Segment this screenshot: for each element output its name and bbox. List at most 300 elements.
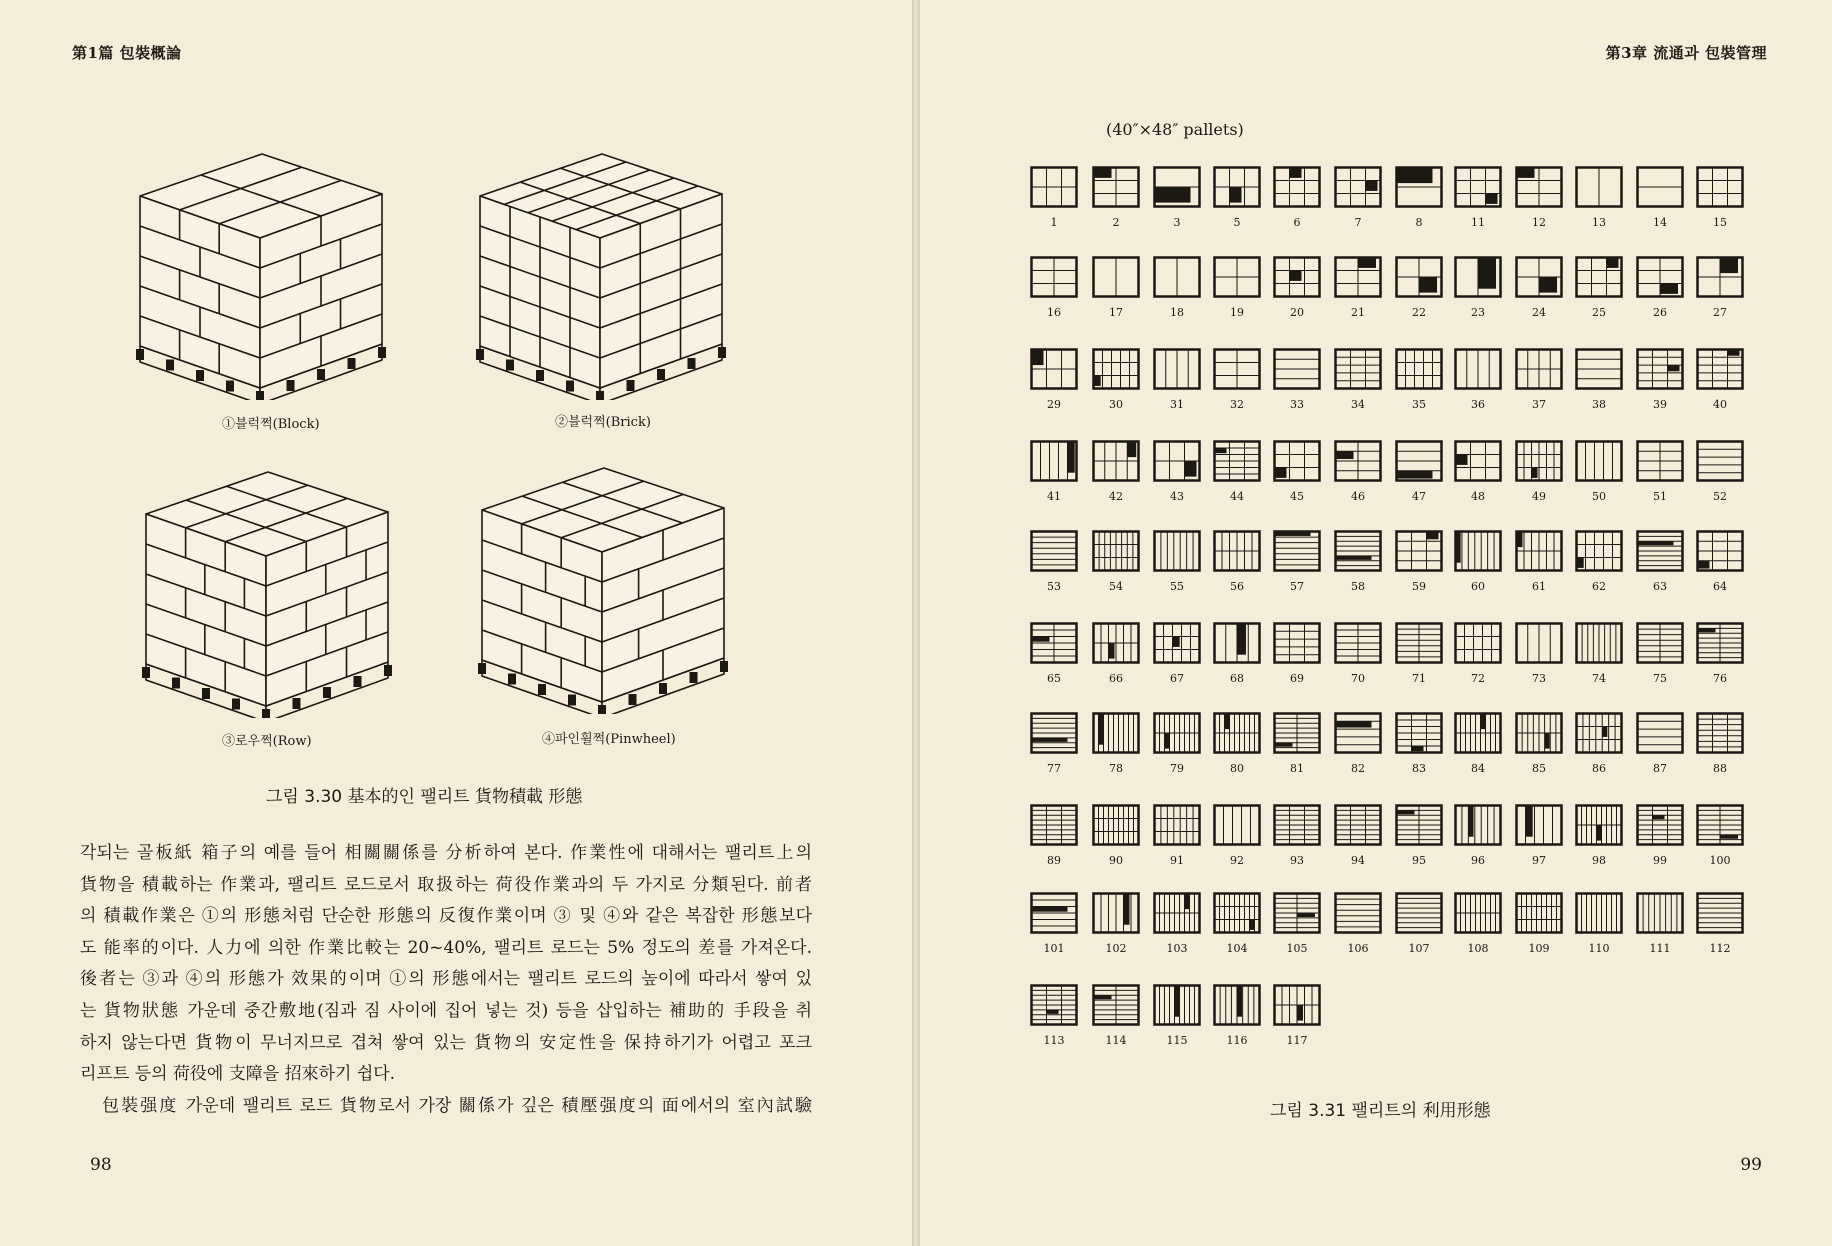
- pallet-pattern: [1334, 166, 1390, 229]
- stack-illustration-block: [130, 138, 410, 400]
- pallet-pattern: [1334, 256, 1390, 319]
- pattern-number: 8: [1415, 216, 1423, 229]
- pallet-pattern-diagram: [1696, 712, 1744, 754]
- pattern-number: 47: [1412, 490, 1426, 503]
- pallet-pattern-diagram: [1575, 348, 1623, 390]
- pallet-pattern-diagram: [1092, 892, 1140, 934]
- pattern-number: 56: [1230, 580, 1244, 593]
- pallet-pattern-diagram: [1515, 804, 1563, 846]
- pattern-number: 96: [1471, 854, 1485, 867]
- pallet-pattern: [1575, 166, 1631, 229]
- pallet-pattern-diagram: [1273, 892, 1321, 934]
- right-page: [920, 0, 1832, 1246]
- pattern-number: 50: [1592, 490, 1606, 503]
- pallet-pattern-diagram: [1213, 892, 1261, 934]
- pattern-number: 40: [1713, 398, 1727, 411]
- pattern-number: 87: [1653, 762, 1667, 775]
- pallet-pattern-diagram: [1454, 440, 1502, 482]
- pallet-pattern-diagram: [1696, 804, 1744, 846]
- pallet-pattern-diagram: [1395, 712, 1443, 754]
- text-line: 리프트 등의 荷役에 支障을 招來하기 쉽다.: [80, 1064, 396, 1085]
- pallet-pattern-diagram: [1213, 984, 1261, 1026]
- pallet-pattern-diagram: [1030, 804, 1078, 846]
- pattern-number: 116: [1226, 1034, 1248, 1047]
- pallet-pattern: [1636, 530, 1692, 593]
- pallet-pattern: [1030, 166, 1086, 229]
- pattern-number: 74: [1592, 672, 1606, 685]
- pallet-pattern: [1273, 622, 1329, 685]
- pattern-number: 108: [1467, 942, 1489, 955]
- pallet-pattern: [1636, 892, 1692, 955]
- pallet-pattern: [1696, 166, 1752, 229]
- pallet-pattern: [1454, 530, 1510, 593]
- pattern-number: 57: [1290, 580, 1304, 593]
- pattern-number: 65: [1047, 672, 1061, 685]
- pallet-pattern-diagram: [1030, 256, 1078, 298]
- page-number: 99: [1740, 1155, 1762, 1175]
- pattern-number: 1: [1050, 216, 1058, 229]
- pallet-pattern-diagram: [1273, 348, 1321, 390]
- pallet-pattern: [1213, 984, 1269, 1047]
- pallet-pattern: [1515, 256, 1571, 319]
- pattern-number: 33: [1290, 398, 1304, 411]
- pallet-pattern: [1575, 530, 1631, 593]
- pattern-number: 67: [1170, 672, 1184, 685]
- pallet-pattern: [1575, 804, 1631, 867]
- pallet-pattern: [1153, 892, 1209, 955]
- pallet-pattern: [1395, 530, 1451, 593]
- pallet-pattern-diagram: [1395, 804, 1443, 846]
- pallet-pattern: [1092, 256, 1148, 319]
- pallet-pattern-diagram: [1213, 712, 1261, 754]
- pallet-pattern: [1092, 440, 1148, 503]
- pallet-pattern: [1636, 166, 1692, 229]
- pallet-pattern: [1030, 530, 1086, 593]
- pattern-number: 95: [1412, 854, 1426, 867]
- pallet-pattern-diagram: [1454, 530, 1502, 572]
- pattern-number: 82: [1351, 762, 1365, 775]
- pallet-pattern-diagram: [1454, 348, 1502, 390]
- pallet-pattern: [1515, 166, 1571, 229]
- pallet-pattern-diagram: [1273, 166, 1321, 208]
- pallet-pattern-diagram: [1454, 622, 1502, 664]
- pallet-pattern-diagram: [1153, 166, 1201, 208]
- pattern-number: 29: [1047, 398, 1061, 411]
- pallet-pattern: [1575, 348, 1631, 411]
- pallet-pattern-diagram: [1213, 256, 1261, 298]
- pallet-pattern-diagram: [1092, 622, 1140, 664]
- pallet-pattern: [1575, 256, 1631, 319]
- pallet-pattern: [1092, 348, 1148, 411]
- pattern-number: 109: [1528, 942, 1550, 955]
- pallet-pattern-diagram: [1395, 166, 1443, 208]
- pattern-number: 31: [1170, 398, 1184, 411]
- pallet-pattern-diagram: [1454, 166, 1502, 208]
- pallet-pattern-diagram: [1515, 348, 1563, 390]
- figure-caption-3-30: 그림 3.30 基本的인 팰리트 貨物積載 形態: [266, 787, 583, 807]
- pallet-pattern-diagram: [1153, 712, 1201, 754]
- pallet-pattern: [1334, 348, 1390, 411]
- running-head: 第1篇 包裝概論: [72, 44, 182, 62]
- pallet-pattern-diagram: [1273, 440, 1321, 482]
- pattern-number: 72: [1471, 672, 1485, 685]
- pattern-number: 84: [1471, 762, 1485, 775]
- pallet-pattern-diagram: [1636, 166, 1684, 208]
- pattern-number: 59: [1412, 580, 1426, 593]
- pattern-number: 26: [1653, 306, 1667, 319]
- pattern-number: 78: [1109, 762, 1123, 775]
- pallet-pattern: [1273, 984, 1329, 1047]
- stack-caption-brick: ②블럭쩍(Brick): [555, 415, 651, 430]
- pattern-number: 18: [1170, 306, 1184, 319]
- pattern-number: 24: [1532, 306, 1546, 319]
- pallet-pattern: [1030, 348, 1086, 411]
- pallet-pattern: [1092, 892, 1148, 955]
- pattern-number: 69: [1290, 672, 1304, 685]
- pallet-pattern-diagram: [1515, 712, 1563, 754]
- pattern-number: 34: [1351, 398, 1365, 411]
- pattern-number: 52: [1713, 490, 1727, 503]
- pallet-pattern: [1334, 530, 1390, 593]
- pallet-pattern-diagram: [1636, 530, 1684, 572]
- pallet-pattern: [1636, 622, 1692, 685]
- pattern-number: 102: [1105, 942, 1127, 955]
- pallet-pattern-diagram: [1575, 712, 1623, 754]
- pattern-number: 32: [1230, 398, 1244, 411]
- stack-caption-block: ①블럭쩍(Block): [222, 417, 320, 432]
- pallet-pattern: [1213, 348, 1269, 411]
- pallet-pattern: [1030, 712, 1086, 775]
- pattern-number: 62: [1592, 580, 1606, 593]
- pallet-pattern-diagram: [1696, 348, 1744, 390]
- pallet-pattern: [1153, 166, 1209, 229]
- text-line: 는 貨物狀態 가운데 중간敷地(짐과 짐 사이에 집어 넣는 것) 등을 삽입하는 補助的 手段을 취: [80, 1000, 812, 1021]
- pallet-pattern-diagram: [1092, 256, 1140, 298]
- pallet-pattern-diagram: [1030, 712, 1078, 754]
- pattern-number: 80: [1230, 762, 1244, 775]
- pallet-pattern: [1092, 804, 1148, 867]
- pallet-pattern: [1092, 166, 1148, 229]
- pallet-pattern-diagram: [1213, 530, 1261, 572]
- pallet-pattern-diagram: [1153, 530, 1201, 572]
- pallet-pattern: [1636, 348, 1692, 411]
- stack-caption-row: ③로우쩍(Row): [222, 734, 312, 749]
- pallet-pattern: [1515, 440, 1571, 503]
- pallet-pattern: [1273, 256, 1329, 319]
- pallet-pattern: [1334, 892, 1390, 955]
- stack-caption-pinwheel: ④파인휠쩍(Pinwheel): [542, 732, 676, 747]
- pallet-pattern-diagram: [1273, 256, 1321, 298]
- pallet-pattern-diagram: [1575, 804, 1623, 846]
- pattern-number: 58: [1351, 580, 1365, 593]
- pallet-pattern: [1395, 256, 1451, 319]
- pallet-pattern: [1515, 348, 1571, 411]
- pallet-pattern: [1030, 622, 1086, 685]
- pattern-number: 14: [1653, 216, 1667, 229]
- pallet-pattern: [1575, 712, 1631, 775]
- pallet-pattern-diagram: [1515, 256, 1563, 298]
- pallet-pattern-diagram: [1696, 256, 1744, 298]
- pallet-pattern-diagram: [1334, 256, 1382, 298]
- pallet-pattern-diagram: [1395, 622, 1443, 664]
- pattern-number: 38: [1592, 398, 1606, 411]
- pallet-pattern-diagram: [1334, 348, 1382, 390]
- pallet-pattern-diagram: [1092, 984, 1140, 1026]
- pallet-pattern: [1334, 622, 1390, 685]
- pattern-number: 54: [1109, 580, 1123, 593]
- page-number: 98: [90, 1155, 112, 1175]
- pallet-pattern-diagram: [1030, 622, 1078, 664]
- pattern-number: 25: [1592, 306, 1606, 319]
- pallet-pattern: [1153, 984, 1209, 1047]
- pallet-pattern-diagram: [1273, 530, 1321, 572]
- pallet-pattern: [1153, 804, 1209, 867]
- pallet-pattern: [1636, 712, 1692, 775]
- pattern-number: 92: [1230, 854, 1244, 867]
- pallet-pattern: [1153, 348, 1209, 411]
- pallet-pattern-diagram: [1030, 530, 1078, 572]
- pallet-pattern: [1213, 166, 1269, 229]
- running-head: 第3章 流通과 包裝管理: [1605, 44, 1767, 62]
- pattern-number: 23: [1471, 306, 1485, 319]
- pattern-number: 107: [1408, 942, 1430, 955]
- pallet-size-note: (40″×48″ pallets): [1106, 120, 1244, 139]
- pattern-number: 44: [1230, 490, 1244, 503]
- pallet-pattern: [1696, 622, 1752, 685]
- pallet-pattern: [1092, 530, 1148, 593]
- pallet-pattern: [1636, 440, 1692, 503]
- pallet-pattern: [1092, 712, 1148, 775]
- pallet-pattern: [1454, 712, 1510, 775]
- pattern-number: 43: [1170, 490, 1184, 503]
- pallet-pattern: [1213, 804, 1269, 867]
- pattern-number: 85: [1532, 762, 1546, 775]
- pallet-pattern-diagram: [1030, 166, 1078, 208]
- stack-illustration-row: [136, 456, 416, 718]
- pallet-pattern: [1213, 622, 1269, 685]
- pallet-pattern-diagram: [1454, 804, 1502, 846]
- pallet-pattern-diagram: [1636, 440, 1684, 482]
- text-line: 도 能率的이다. 人力에 의한 作業比較는 20~40%, 팰리트 로드는 5% 정도의 差를 가져온다.: [80, 937, 812, 958]
- pallet-pattern: [1273, 348, 1329, 411]
- pallet-pattern-diagram: [1575, 622, 1623, 664]
- pattern-number: 20: [1290, 306, 1304, 319]
- pallet-pattern-diagram: [1575, 166, 1623, 208]
- pattern-number: 117: [1286, 1034, 1308, 1047]
- pallet-pattern-diagram: [1092, 712, 1140, 754]
- text-line: 각되는 골板紙 箱子의 예를 들어 相關關係를 分析하여 본다. 作業性에 대해서는 팰리트上의: [80, 843, 812, 863]
- pattern-number: 94: [1351, 854, 1365, 867]
- pallet-pattern: [1515, 804, 1571, 867]
- pallet-pattern: [1696, 530, 1752, 593]
- pallet-pattern-diagram: [1213, 348, 1261, 390]
- pattern-number: 64: [1713, 580, 1727, 593]
- pattern-number: 45: [1290, 490, 1304, 503]
- pallet-pattern: [1153, 530, 1209, 593]
- pallet-pattern-diagram: [1092, 166, 1140, 208]
- pattern-number: 115: [1166, 1034, 1188, 1047]
- pallet-pattern: [1395, 440, 1451, 503]
- pattern-number: 71: [1412, 672, 1426, 685]
- pallet-pattern: [1395, 892, 1451, 955]
- pallet-pattern: [1696, 804, 1752, 867]
- pattern-number: 77: [1047, 762, 1061, 775]
- pattern-number: 60: [1471, 580, 1485, 593]
- pallet-pattern-diagram: [1636, 348, 1684, 390]
- pallet-pattern-diagram: [1515, 530, 1563, 572]
- pallet-pattern-diagram: [1092, 530, 1140, 572]
- pattern-number: 90: [1109, 854, 1123, 867]
- pattern-number: 46: [1351, 490, 1365, 503]
- pallet-pattern: [1334, 440, 1390, 503]
- pattern-number: 12: [1532, 216, 1546, 229]
- pallet-pattern: [1454, 166, 1510, 229]
- pallet-pattern-diagram: [1092, 348, 1140, 390]
- pallet-pattern-diagram: [1515, 166, 1563, 208]
- pattern-number: 37: [1532, 398, 1546, 411]
- pallet-pattern: [1092, 984, 1148, 1047]
- pallet-pattern: [1092, 622, 1148, 685]
- pallet-pattern-diagram: [1334, 804, 1382, 846]
- pallet-pattern: [1395, 712, 1451, 775]
- pallet-pattern: [1395, 348, 1451, 411]
- pallet-pattern: [1454, 804, 1510, 867]
- pallet-pattern-diagram: [1696, 440, 1744, 482]
- pallet-pattern-diagram: [1273, 804, 1321, 846]
- pallet-pattern-diagram: [1636, 622, 1684, 664]
- pattern-number: 48: [1471, 490, 1485, 503]
- pattern-number: 75: [1653, 672, 1667, 685]
- pattern-number: 86: [1592, 762, 1606, 775]
- pallet-pattern-diagram: [1153, 984, 1201, 1026]
- pattern-number: 88: [1713, 762, 1727, 775]
- pattern-number: 36: [1471, 398, 1485, 411]
- pattern-number: 101: [1043, 942, 1065, 955]
- pallet-pattern-diagram: [1696, 166, 1744, 208]
- pattern-number: 19: [1230, 306, 1244, 319]
- text-line: 하지 않는다면 貨物이 무너지므로 겹쳐 쌓여 있는 貨物의 安定性을 保持하기가 어렵고 포크: [80, 1032, 812, 1053]
- figure-caption-3-31: 그림 3.31 팰리트의 利用形態: [1270, 1101, 1491, 1121]
- pattern-number: 104: [1226, 942, 1248, 955]
- pattern-number: 91: [1170, 854, 1184, 867]
- pallet-pattern-diagram: [1213, 440, 1261, 482]
- pallet-pattern-diagram: [1213, 622, 1261, 664]
- pattern-number: 99: [1653, 854, 1667, 867]
- pallet-pattern-diagram: [1454, 712, 1502, 754]
- pattern-number: 51: [1653, 490, 1667, 503]
- pallet-pattern-diagram: [1575, 440, 1623, 482]
- pattern-number: 11: [1471, 216, 1485, 229]
- pallet-pattern: [1395, 622, 1451, 685]
- text-line: 後者는 ③과 ④의 形態가 效果的이며 ①의 形態에서는 팰리트 로드의 높이에 따라서 쌓여 있: [80, 969, 812, 990]
- pattern-number: 16: [1047, 306, 1061, 319]
- pattern-number: 103: [1166, 942, 1188, 955]
- pattern-number: 100: [1709, 854, 1731, 867]
- pattern-number: 76: [1713, 672, 1727, 685]
- pallet-pattern: [1696, 440, 1752, 503]
- pallet-pattern: [1273, 440, 1329, 503]
- pallet-pattern-diagram: [1395, 348, 1443, 390]
- pallet-pattern-diagram: [1696, 622, 1744, 664]
- pallet-pattern: [1636, 804, 1692, 867]
- pallet-pattern: [1273, 530, 1329, 593]
- pallet-pattern: [1273, 166, 1329, 229]
- pallet-pattern: [1636, 256, 1692, 319]
- pallet-pattern: [1515, 892, 1571, 955]
- pattern-number: 13: [1592, 216, 1606, 229]
- pattern-number: 3: [1173, 216, 1181, 229]
- pallet-pattern-diagram: [1515, 892, 1563, 934]
- pallet-pattern-diagram: [1273, 622, 1321, 664]
- pallet-pattern: [1213, 892, 1269, 955]
- pallet-pattern: [1575, 440, 1631, 503]
- pattern-number: 79: [1170, 762, 1184, 775]
- pallet-pattern: [1454, 348, 1510, 411]
- stack-illustration-brick: [470, 138, 750, 400]
- pattern-number: 53: [1047, 580, 1061, 593]
- pallet-pattern-diagram: [1395, 440, 1443, 482]
- pattern-number: 61: [1532, 580, 1546, 593]
- pallet-pattern: [1030, 256, 1086, 319]
- pallet-pattern: [1454, 892, 1510, 955]
- text-line: 貨物을 積載하는 作業과, 팰리트 로드로서 取扱하는 荷役作業과의 두 가지로 分類된다. 前者: [80, 874, 812, 895]
- pallet-pattern-diagram: [1575, 256, 1623, 298]
- pallet-pattern: [1575, 622, 1631, 685]
- pattern-number: 110: [1588, 942, 1610, 955]
- pattern-number: 42: [1109, 490, 1123, 503]
- pallet-pattern-diagram: [1636, 256, 1684, 298]
- pallet-pattern: [1696, 256, 1752, 319]
- pattern-number: 39: [1653, 398, 1667, 411]
- pattern-number: 30: [1109, 398, 1123, 411]
- pattern-number: 41: [1047, 490, 1061, 503]
- pattern-number: 112: [1709, 942, 1731, 955]
- pallet-pattern-diagram: [1334, 440, 1382, 482]
- pattern-number: 111: [1649, 942, 1671, 955]
- text-line: 의 積載作業은 ①의 形態처럼 단순한 形態의 反復作業이며 ③ 및 ④와 같은 복잡한 形態보다: [80, 906, 812, 927]
- pallet-pattern: [1213, 712, 1269, 775]
- pattern-number: 27: [1713, 306, 1727, 319]
- pallet-pattern: [1273, 804, 1329, 867]
- pallet-pattern-diagram: [1334, 530, 1382, 572]
- pallet-pattern-diagram: [1273, 984, 1321, 1026]
- pallet-pattern-diagram: [1153, 256, 1201, 298]
- pallet-pattern-diagram: [1092, 440, 1140, 482]
- pattern-number: 66: [1109, 672, 1123, 685]
- pattern-number: 21: [1351, 306, 1365, 319]
- pallet-pattern-diagram: [1515, 622, 1563, 664]
- pallet-pattern: [1213, 440, 1269, 503]
- pallet-pattern-diagram: [1092, 804, 1140, 846]
- pallet-pattern-diagram: [1213, 166, 1261, 208]
- pallet-pattern-diagram: [1153, 804, 1201, 846]
- pallet-pattern-diagram: [1636, 804, 1684, 846]
- pallet-pattern-diagram: [1030, 440, 1078, 482]
- pallet-pattern: [1030, 984, 1086, 1047]
- pallet-pattern: [1213, 256, 1269, 319]
- pattern-number: 55: [1170, 580, 1184, 593]
- pattern-number: 73: [1532, 672, 1546, 685]
- pallet-pattern-diagram: [1454, 892, 1502, 934]
- pallet-pattern-diagram: [1030, 348, 1078, 390]
- pallet-pattern-diagram: [1334, 892, 1382, 934]
- pattern-number: 70: [1351, 672, 1365, 685]
- pallet-pattern: [1030, 440, 1086, 503]
- pattern-number: 2: [1112, 216, 1120, 229]
- pallet-pattern-diagram: [1153, 622, 1201, 664]
- pattern-number: 93: [1290, 854, 1304, 867]
- pattern-number: 98: [1592, 854, 1606, 867]
